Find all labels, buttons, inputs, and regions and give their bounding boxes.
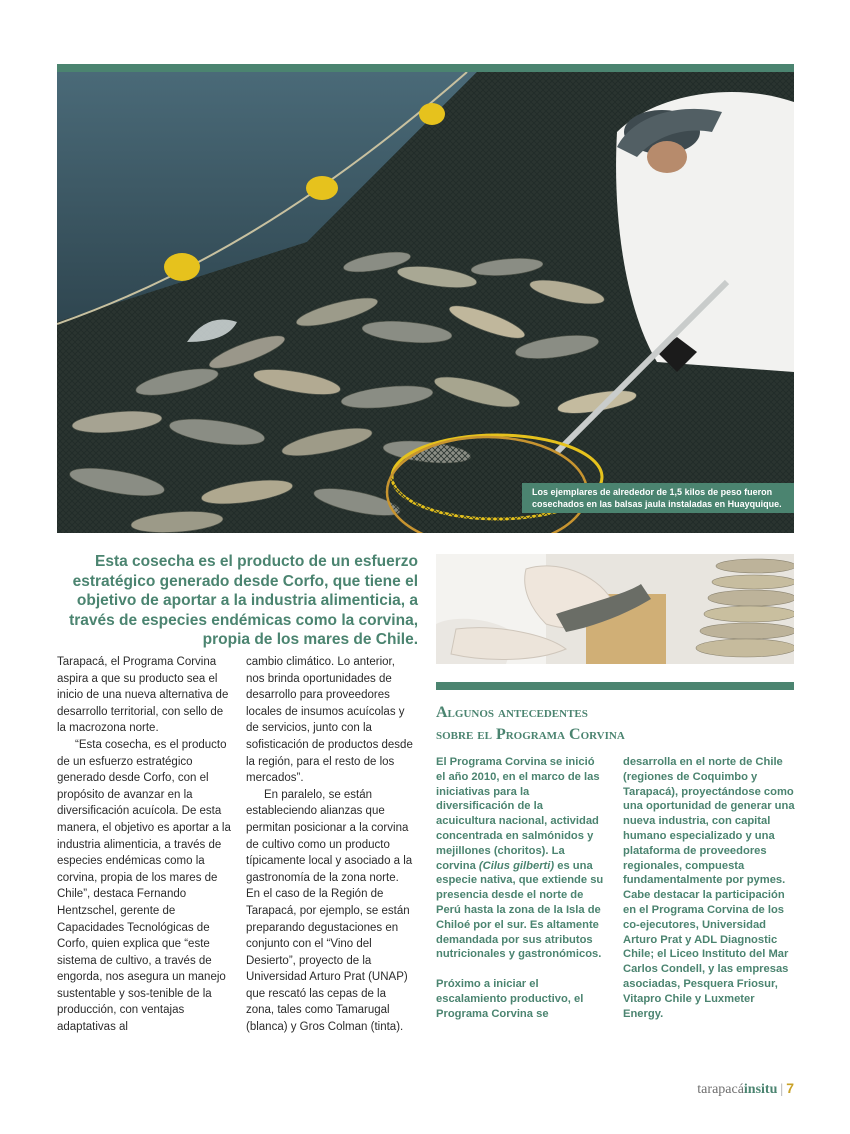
sidebar-paragraph (436, 755, 604, 962)
float-buoy-icon (419, 103, 445, 125)
hero-photo-fish-harvest (57, 72, 794, 533)
fish-processing-photo (436, 554, 794, 664)
article-column-2 (246, 654, 416, 1036)
sidebar-title-line: sobre el Programa Corvina (436, 726, 625, 743)
pull-quote: Esta cosecha es el producto de un esfuerzo estratégico generado desde Corfo, que tiene el objetivo de aportar a la industria alimenticia, a través de especies endémicas como la corvina, propia de los mares de Chile. (69, 553, 418, 648)
sidebar-text: es una especie nativa, que extiende su presencia desde el norte de Perú hasta la zona de la Isla de Chiloé por el sur. Es altamente demandada por sus atributos nutricionales y gastronómicos. (436, 859, 604, 961)
photo-caption-line: cosechados en las balsas jaula instaladas en Huayquique. (532, 499, 782, 509)
sidebar-column-2 (623, 755, 795, 1036)
page-folio (697, 1080, 794, 1098)
sidebar-title (436, 702, 794, 746)
worker-figure-icon (616, 92, 794, 372)
folio-separator: | (780, 1082, 784, 1097)
photo-caption-line: Los ejemplares de alrededor de 1,5 kilos de peso fueron (532, 487, 773, 497)
hero-photo-illustration (57, 72, 794, 533)
sidebar-title-line: Algunos antecedentes (436, 704, 588, 721)
page-number: 7 (786, 1080, 794, 1096)
scientific-name: (Cilus gilberti) (478, 859, 555, 872)
sidebar-text: El Programa Corvina se inició el año 2010, en el marco de las iniciativas para la diversificación de la acuicultura nacional, actividad concentrada en salmónidos y mejillones (choritos). La corvina (436, 756, 600, 872)
sidebar-paragraph: desarrolla en el norte de Chile (regiones de Coquimbo y Tarapacá), proyectándose como una oportunidad de generar una nueva industria, con capital humano especializado y una plataforma de proveedores regionales, compuesta fundamentalmente por pymes. Cabe destacar la participación en el Programa Corvina de los co-ejecutores, Universidad Arturo Prat y ADL Diagnostic Chile; el Liceo Instituto del Mar Carlos Condell, y las empresas asociadas, Pesquera Friosur, Vitapro Chile y Luxmeter Energy. (623, 756, 795, 1020)
sidebar-accent-rule (436, 682, 794, 690)
photo-caption (522, 483, 794, 513)
magazine-name-part1: tarapacá (697, 1082, 744, 1097)
article-paragraph: “Esta cosecha, es el producto de un esfuerzo estratégico generado desde Corfo, con el propósito de avanzar en la diversificación acuícola. De esta manera, el objetivo es aportar a la industria alimenticia, a través de especies endémicas como la corvina, propia de los mares de Chile”, destaca Fernando Hentzschel, gerente de Capacidades Tecnológicas de Corfo, quien explica que “este sistema de cultivo, a través de engorda, nos asegura un manejo sustentable y sos-tenible de la producción, con ventajas adaptativas al (57, 738, 231, 1034)
article-paragraph: Tarapacá, el Programa Corvina aspira a que su producto sea el inicio de una nueva alternativa de desarrollo territorial, con sello de la macrozona norte. (57, 656, 229, 735)
article-paragraph: En paralelo, se están estableciendo alianzas que permitan posicionar a la corvina de cultivo como un producto típicamente local y asociado a la gastronomía de la zona norte. En el caso de la Región de Tarapacá, por ejemplo, se están preparando degustaciones en conjunto con el “Vino del Desierto”, proyecto de la Universidad Arturo Prat (UNAP) que rescató las cepas de la zona, tales como Tamarugal (blanca) y Gros Colman (tinta). (246, 788, 413, 1034)
float-buoy-icon (306, 176, 338, 200)
top-accent-rule (57, 64, 794, 72)
sidebar-paragraph: Próximo a iniciar el escalamiento productivo, el Programa Corvina se (436, 977, 584, 1020)
article-column-1 (57, 654, 235, 1036)
float-buoy-icon (164, 253, 200, 281)
magazine-name-part2: insitu (743, 1082, 778, 1097)
sidebar-column-1 (436, 755, 604, 1036)
fish-processing-illustration (436, 554, 794, 664)
article-paragraph: cambio climático. Lo anterior, nos brinda oportunidades de desarrollo para proveedores locales de insumos acuícolas y de servicios, junto con la sofisticación de productos desde la región, para el resto de los mercados”. (246, 656, 413, 785)
